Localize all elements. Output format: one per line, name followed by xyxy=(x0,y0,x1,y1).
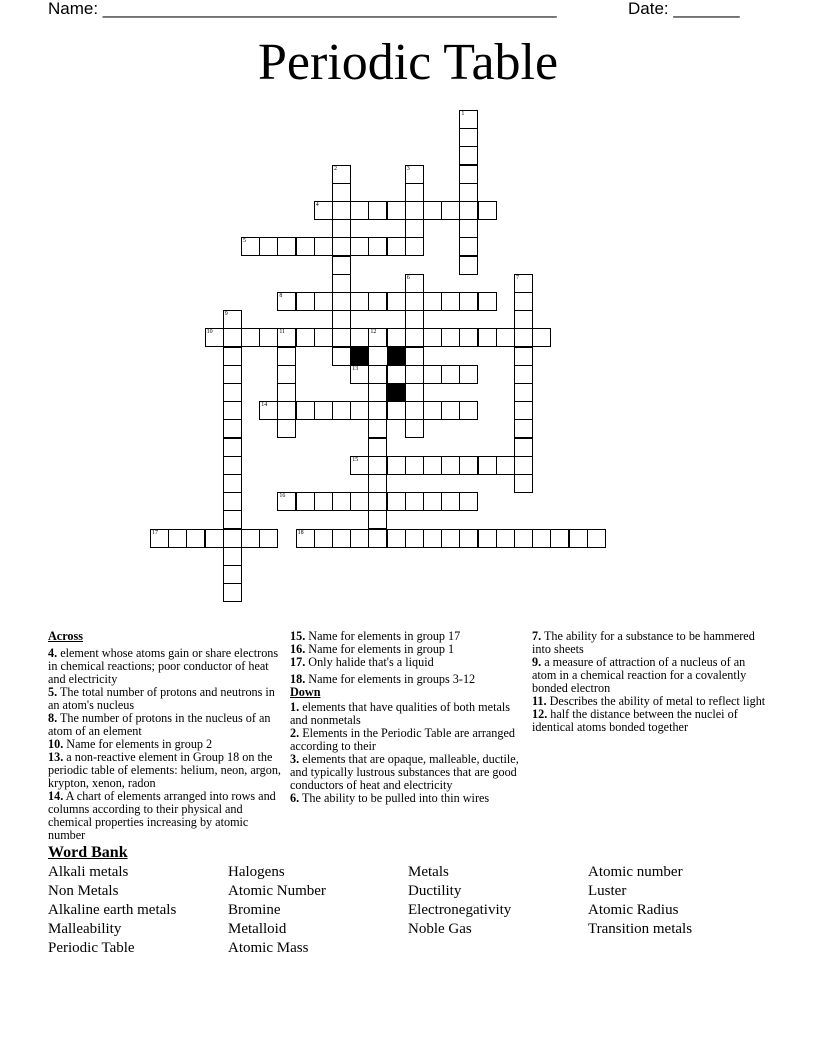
word-bank-item: Transition metals xyxy=(588,921,693,937)
word-bank-column-4 xyxy=(588,863,692,939)
clue-number: 1 xyxy=(461,111,465,117)
crossword-cell[interactable] xyxy=(532,328,551,347)
crossword-cell[interactable] xyxy=(405,492,424,511)
word-bank-item: Luster xyxy=(588,883,627,899)
crossword-cell[interactable] xyxy=(405,292,424,311)
crossword-cell[interactable] xyxy=(332,347,351,366)
crossword-cell[interactable] xyxy=(241,328,260,347)
crossword-cell[interactable] xyxy=(514,438,533,457)
word-bank-item: Atomic Mass xyxy=(228,940,309,956)
crossword-cell[interactable] xyxy=(332,201,351,220)
clue-across-15: 15. Name for elements in group 17 xyxy=(290,629,461,643)
crossword-cell[interactable] xyxy=(241,529,260,548)
clue-number: 7 xyxy=(516,274,519,281)
crossword-cell[interactable] xyxy=(405,347,424,366)
crossword-cell[interactable] xyxy=(368,292,387,311)
across-heading: Across xyxy=(48,629,83,643)
clue-number: 11 xyxy=(279,329,286,336)
crossword-cell[interactable] xyxy=(368,456,387,475)
crossword-cell[interactable] xyxy=(569,529,588,548)
crossword-cell[interactable] xyxy=(332,183,351,202)
clue-across-4: 4. element whose atoms gain or share electrons in chemical reactions; poor conductor of heat and electricity xyxy=(48,646,279,686)
crossword-cell[interactable] xyxy=(241,237,260,256)
word-bank-item: Atomic Number xyxy=(228,883,326,899)
crossword-cell[interactable] xyxy=(314,492,333,511)
clue-down-7: 7. The ability for a substance to be hammered into sheets xyxy=(532,629,755,656)
crossword-cell[interactable] xyxy=(350,292,369,311)
crossword-cell[interactable] xyxy=(332,274,351,293)
clue-number: 3 xyxy=(406,165,410,172)
crossword-cell[interactable] xyxy=(405,183,424,202)
clue-across-14: 14. A chart of elements arranged into rows and columns according to their physical and chemical properties increasing by atomic number xyxy=(48,789,276,842)
crossword-cell[interactable] xyxy=(496,456,515,475)
crossword-cell[interactable] xyxy=(405,201,424,220)
crossword-cell[interactable] xyxy=(350,237,369,256)
crossword-cell[interactable] xyxy=(441,401,460,420)
word-bank-column-2 xyxy=(228,863,326,958)
clue-number: 5 xyxy=(243,238,246,245)
clue-across-17: 17. Only halide that's a liquid xyxy=(290,655,434,669)
crossword-cell[interactable] xyxy=(514,292,533,311)
word-bank-item: Atomic number xyxy=(588,864,683,880)
crossword-cell[interactable] xyxy=(223,565,242,584)
crossword-cell[interactable] xyxy=(368,529,387,548)
clues-column-1 xyxy=(48,630,284,842)
clue-number: 18 xyxy=(297,529,304,536)
crossword-cell[interactable] xyxy=(514,274,533,293)
crossword-cell[interactable] xyxy=(459,401,478,420)
crossword-cell[interactable] xyxy=(423,492,442,511)
crossword-cell[interactable] xyxy=(277,237,296,256)
crossword-cell[interactable] xyxy=(332,492,351,511)
crossword-cell[interactable] xyxy=(441,201,460,220)
clue-down-1: 1. elements that have qualities of both metals and nonmetals xyxy=(290,700,510,727)
crossword-cell[interactable] xyxy=(441,492,460,511)
crossword-cell[interactable] xyxy=(387,328,406,347)
crossword-cell[interactable] xyxy=(368,328,387,347)
crossword-cell[interactable] xyxy=(496,328,515,347)
crossword-cell[interactable] xyxy=(387,492,406,511)
blocked-cell xyxy=(350,347,369,366)
crossword-cell[interactable] xyxy=(478,529,497,548)
crossword-cell[interactable] xyxy=(387,456,406,475)
blocked-cell xyxy=(387,383,406,402)
crossword-cell[interactable] xyxy=(277,365,296,384)
clue-number: 14 xyxy=(261,402,268,409)
crossword-cell[interactable] xyxy=(223,328,242,347)
crossword-cell[interactable] xyxy=(277,492,296,511)
clues-column-2 xyxy=(290,630,520,805)
crossword-cell[interactable] xyxy=(332,165,351,184)
clue-number: 17 xyxy=(152,529,158,536)
crossword-cell[interactable] xyxy=(314,237,333,256)
crossword-cell[interactable] xyxy=(350,456,369,475)
crossword-cell[interactable] xyxy=(405,419,424,438)
crossword-cell[interactable] xyxy=(514,328,533,347)
crossword-cell[interactable] xyxy=(368,401,387,420)
crossword-cell[interactable] xyxy=(459,165,478,184)
crossword-cell[interactable] xyxy=(405,365,424,384)
clues-column-3 xyxy=(532,630,768,734)
clue-across-8: 8. The number of protons in the nucleus of an atom of an element xyxy=(48,711,271,738)
crossword-cell[interactable] xyxy=(314,328,333,347)
crossword-cell[interactable] xyxy=(332,529,351,548)
crossword-cell[interactable] xyxy=(368,474,387,493)
crossword-cell[interactable] xyxy=(514,529,533,548)
crossword-cell[interactable] xyxy=(277,419,296,438)
crossword-cell[interactable] xyxy=(223,510,242,529)
crossword-cell[interactable] xyxy=(223,529,242,548)
crossword-cell[interactable] xyxy=(423,456,442,475)
down-heading: Down xyxy=(290,685,321,699)
clue-number: 8 xyxy=(279,293,283,299)
crossword-cell[interactable] xyxy=(423,292,442,311)
word-bank-item: Atomic Radius xyxy=(588,902,679,918)
crossword-cell[interactable] xyxy=(459,219,478,238)
crossword-cell[interactable] xyxy=(405,383,424,402)
crossword-cell[interactable] xyxy=(387,237,406,256)
crossword-cell[interactable] xyxy=(350,401,369,420)
clue-across-13: 13. a non-reactive element in Group 18 on the periodic table of elements: helium, neon, argon, krypton, xenon, radon xyxy=(48,750,281,790)
crossword-cell[interactable] xyxy=(405,310,424,329)
crossword-cell[interactable] xyxy=(223,583,242,602)
crossword-cell[interactable] xyxy=(350,492,369,511)
crossword-cell[interactable] xyxy=(387,292,406,311)
crossword-cell[interactable] xyxy=(405,456,424,475)
clue-down-12: 12. half the distance between the nuclei of identical atoms bonded together xyxy=(532,707,738,734)
crossword-cell[interactable] xyxy=(314,201,333,220)
crossword-cell[interactable] xyxy=(350,365,369,384)
crossword-cell[interactable] xyxy=(350,201,369,220)
crossword-cell[interactable] xyxy=(423,529,442,548)
word-bank-column-3 xyxy=(408,863,511,939)
crossword-cell[interactable] xyxy=(223,492,242,511)
crossword-cell[interactable] xyxy=(223,547,242,566)
crossword-cell[interactable] xyxy=(205,328,224,347)
name-line[interactable]: Name: ________________________________________________ xyxy=(48,0,557,18)
crossword-cell[interactable] xyxy=(277,328,296,347)
crossword-cell[interactable] xyxy=(223,474,242,493)
clue-down-9: 9. a measure of attraction of a nucleus of an atom in a chemical reaction for a covalently bonded electron xyxy=(532,655,747,695)
crossword-cell[interactable] xyxy=(368,438,387,457)
crossword-cell[interactable] xyxy=(296,401,315,420)
clue-down-11: 11. Describes the ability of metal to reflect light xyxy=(532,694,766,708)
word-bank-item: Alkali metals xyxy=(48,864,129,880)
crossword-cell[interactable] xyxy=(387,201,406,220)
crossword-cell[interactable] xyxy=(296,292,315,311)
word-bank-item: Electronegativity xyxy=(408,902,512,918)
crossword-cell[interactable] xyxy=(423,401,442,420)
crossword-cell[interactable] xyxy=(277,292,296,311)
clue-number: 16 xyxy=(279,493,286,500)
clue-across-18: 18. Name for elements in groups 3-12 xyxy=(290,672,476,686)
crossword-cell[interactable] xyxy=(441,292,460,311)
crossword-cell[interactable] xyxy=(459,365,478,384)
crossword-cell[interactable] xyxy=(332,328,351,347)
crossword-cell[interactable] xyxy=(186,529,205,548)
crossword-cell[interactable] xyxy=(496,529,515,548)
crossword-cell[interactable] xyxy=(478,292,497,311)
crossword-cell[interactable] xyxy=(259,529,278,548)
word-bank-item: Periodic Table xyxy=(48,940,135,956)
crossword-cell[interactable] xyxy=(459,529,478,548)
crossword-cell[interactable] xyxy=(368,510,387,529)
crossword-cell[interactable] xyxy=(532,529,551,548)
crossword-cell[interactable] xyxy=(514,383,533,402)
crossword-cell[interactable] xyxy=(223,401,242,420)
word-bank-item: Alkaline earth metals xyxy=(48,902,177,918)
crossword-cell[interactable] xyxy=(223,383,242,402)
crossword-cell[interactable] xyxy=(223,365,242,384)
word-bank-item: Ductility xyxy=(408,883,462,899)
crossword-cell[interactable] xyxy=(514,419,533,438)
clue-number: 15 xyxy=(352,456,359,463)
crossword-cell[interactable] xyxy=(368,365,387,384)
crossword-cell[interactable] xyxy=(223,456,242,475)
crossword-cell[interactable] xyxy=(332,292,351,311)
word-bank-item: Metalloid xyxy=(228,921,287,937)
crossword-cell[interactable] xyxy=(350,529,369,548)
crossword-cell[interactable] xyxy=(368,383,387,402)
clue-across-16: 16. Name for elements in group 1 xyxy=(290,642,455,656)
crossword-cell[interactable] xyxy=(459,237,478,256)
crossword-cell[interactable] xyxy=(514,365,533,384)
clue-number: 10 xyxy=(206,329,213,336)
word-bank-column-1 xyxy=(48,863,176,958)
crossword-cell[interactable] xyxy=(405,401,424,420)
crossword-cell[interactable] xyxy=(368,201,387,220)
word-bank-item: Halogens xyxy=(228,864,285,880)
clue-number: 6 xyxy=(406,274,410,281)
clue-number: 2 xyxy=(334,165,337,172)
crossword-cell[interactable] xyxy=(459,201,478,220)
crossword-cell[interactable] xyxy=(478,328,497,347)
blocked-cell xyxy=(387,347,406,366)
crossword-cell[interactable] xyxy=(332,237,351,256)
clue-down-6: 6. The ability to be pulled into thin wires xyxy=(290,791,490,805)
crossword-cell[interactable] xyxy=(314,292,333,311)
crossword-cell[interactable] xyxy=(459,292,478,311)
crossword-cell[interactable] xyxy=(459,183,478,202)
crossword-cell[interactable] xyxy=(387,529,406,548)
crossword-cell[interactable] xyxy=(332,256,351,275)
crossword-cell[interactable] xyxy=(296,237,315,256)
crossword-cell[interactable] xyxy=(423,201,442,220)
crossword-cell[interactable] xyxy=(277,401,296,420)
crossword-cell[interactable] xyxy=(405,237,424,256)
crossword-cell[interactable] xyxy=(387,365,406,384)
crossword-cell[interactable] xyxy=(223,310,242,329)
crossword-cell[interactable] xyxy=(514,401,533,420)
crossword-cell[interactable] xyxy=(423,365,442,384)
crossword-cell[interactable] xyxy=(223,419,242,438)
crossword-cell[interactable] xyxy=(478,201,497,220)
crossword-cell[interactable] xyxy=(478,456,497,475)
crossword-cell[interactable] xyxy=(368,419,387,438)
crossword-cell[interactable] xyxy=(459,456,478,475)
crossword-cell[interactable] xyxy=(368,237,387,256)
clue-down-2: 2. Elements in the Periodic Table are arranged according to their xyxy=(290,726,515,753)
crossword-cell[interactable] xyxy=(296,328,315,347)
clue-across-5: 5. The total number of protons and neutrons in an atom's nucleus xyxy=(48,685,275,712)
crossword-cell[interactable] xyxy=(387,401,406,420)
crossword-cell[interactable] xyxy=(296,529,315,548)
crossword-cell[interactable] xyxy=(259,237,278,256)
crossword-cell[interactable] xyxy=(296,492,315,511)
crossword-cell[interactable] xyxy=(459,328,478,347)
word-bank-item: Metals xyxy=(408,864,449,880)
crossword-cell[interactable] xyxy=(423,328,442,347)
word-bank-item: Malleability xyxy=(48,921,122,937)
crossword-cell[interactable] xyxy=(332,401,351,420)
crossword-cell[interactable] xyxy=(277,347,296,366)
crossword-cell[interactable] xyxy=(259,328,278,347)
crossword-cell[interactable] xyxy=(150,529,169,548)
date-line[interactable]: Date: _______ xyxy=(628,0,740,18)
crossword-cell[interactable] xyxy=(405,529,424,548)
crossword-cell[interactable] xyxy=(514,347,533,366)
crossword-cell[interactable] xyxy=(205,529,224,548)
crossword-cell[interactable] xyxy=(550,529,569,548)
crossword-cell[interactable] xyxy=(459,110,478,129)
crossword-cell[interactable] xyxy=(223,347,242,366)
crossword-cell[interactable] xyxy=(514,474,533,493)
crossword-cell[interactable] xyxy=(459,146,478,165)
crossword-cell[interactable] xyxy=(223,438,242,457)
crossword-cell[interactable] xyxy=(514,310,533,329)
page-title: Periodic Table xyxy=(257,34,559,91)
word-bank-item: Bromine xyxy=(228,902,281,918)
crossword-cell[interactable] xyxy=(514,456,533,475)
crossword-cell[interactable] xyxy=(405,219,424,238)
clue-number: 12 xyxy=(370,329,377,336)
crossword-cell[interactable] xyxy=(168,529,187,548)
clue-number: 9 xyxy=(224,311,228,318)
crossword-cell[interactable] xyxy=(314,401,333,420)
word-bank-item: Noble Gas xyxy=(408,921,472,937)
crossword-cell[interactable] xyxy=(405,165,424,184)
crossword-cell[interactable] xyxy=(314,529,333,548)
crossword-cell[interactable] xyxy=(405,328,424,347)
crossword-cell[interactable] xyxy=(441,529,460,548)
crossword-cell[interactable] xyxy=(587,529,606,548)
crossword-cell[interactable] xyxy=(459,128,478,147)
crossword-cell[interactable] xyxy=(441,328,460,347)
crossword-cell[interactable] xyxy=(405,274,424,293)
word-bank-title: Word Bank xyxy=(48,844,128,861)
crossword-cell[interactable] xyxy=(368,492,387,511)
crossword-cell[interactable] xyxy=(459,256,478,275)
crossword-cell[interactable] xyxy=(332,310,351,329)
clue-down-3: 3. elements that are opaque, malleable, ductile, and typically lustrous substances that are good conductors of heat and electricity xyxy=(290,752,519,792)
crossword-cell[interactable] xyxy=(277,383,296,402)
clue-number: 4 xyxy=(315,202,319,208)
crossword-cell[interactable] xyxy=(259,401,278,420)
clue-across-10: 10. Name for elements in group 2 xyxy=(48,737,213,751)
word-bank-item: Non Metals xyxy=(48,883,119,899)
crossword-cell[interactable] xyxy=(441,365,460,384)
crossword-cell[interactable] xyxy=(332,219,351,238)
crossword-cell[interactable] xyxy=(441,456,460,475)
crossword-cell[interactable] xyxy=(459,492,478,511)
clue-number: 13 xyxy=(352,365,359,372)
crossword-cell[interactable] xyxy=(350,328,369,347)
